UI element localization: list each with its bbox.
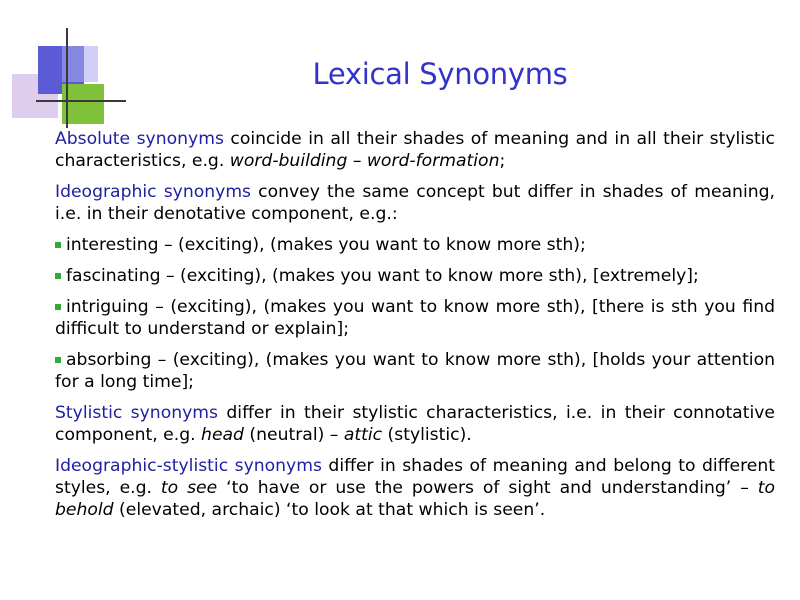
bullet-square-icon [55,304,61,310]
bullet-square-icon [55,242,61,248]
list-item [55,349,775,393]
absolute-end: ; [499,151,506,171]
list-item [55,265,775,287]
bullet-text: absorbing – (exciting), (makes you want to know more sth), [holds your attention for a long time]; [55,350,775,392]
bullet-text: interesting – (exciting), (makes you want to know more sth); [66,235,586,255]
decor-line-horizontal [36,100,126,102]
bullet-text: fascinating – (exciting), (makes you want to know more sth), [extremely]; [66,266,699,286]
ideostyl-text-2: ‘to have or use the powers of sight and understanding’ – [217,478,758,498]
slide-title: Lexical Synonyms [312,57,568,91]
list-item [55,234,775,256]
absolute-text: coincide in all their shades of meaning and in all their stylistic characteristics, e.g. [55,129,775,171]
ideostyl-text: differ in shades of meaning and belong to different styles, e.g. [55,456,775,498]
ideographic-synonyms-paragraph [55,181,775,225]
ideographic-text: convey the same concept but differ in shades of meaning, i.e. in their denotative component, e.g.: [55,182,775,224]
ideographic-stylistic-term: Ideographic-stylistic synonyms [55,456,322,476]
bullet-square-icon [55,357,61,363]
stylistic-example-attic: attic [343,425,383,445]
bullet-text: intriguing – (exciting), (makes you want to know more sth), [there is sth you find difficult to understand or explain]; [55,297,775,339]
absolute-synonyms-term: Absolute synonyms [55,129,224,149]
ideostyl-example-behold: to behold [55,478,775,520]
ideostyl-example-see: to see [160,478,218,498]
list-item [55,296,775,340]
stylistic-text-2: (neutral) – [243,425,344,445]
stylistic-synonyms-term: Stylistic synonyms [55,403,218,423]
bullet-square-icon [55,273,61,279]
absolute-synonyms-paragraph [55,128,775,172]
ideostyl-text-3: (elevated, archaic) ‘to look at that which is seen’. [113,500,546,520]
stylistic-example-head: head [201,425,244,445]
ideographic-synonyms-term: Ideographic synonyms [55,182,252,202]
stylistic-text: differ in their stylistic characteristics, i.e. in their connotative component, e.g. [55,403,775,445]
stylistic-synonyms-paragraph [55,402,775,446]
ideographic-stylistic-paragraph [55,455,775,521]
absolute-example: word-building – word-formation [229,151,500,171]
stylistic-text-3: (stylistic). [382,425,472,445]
slide-body [55,128,775,530]
